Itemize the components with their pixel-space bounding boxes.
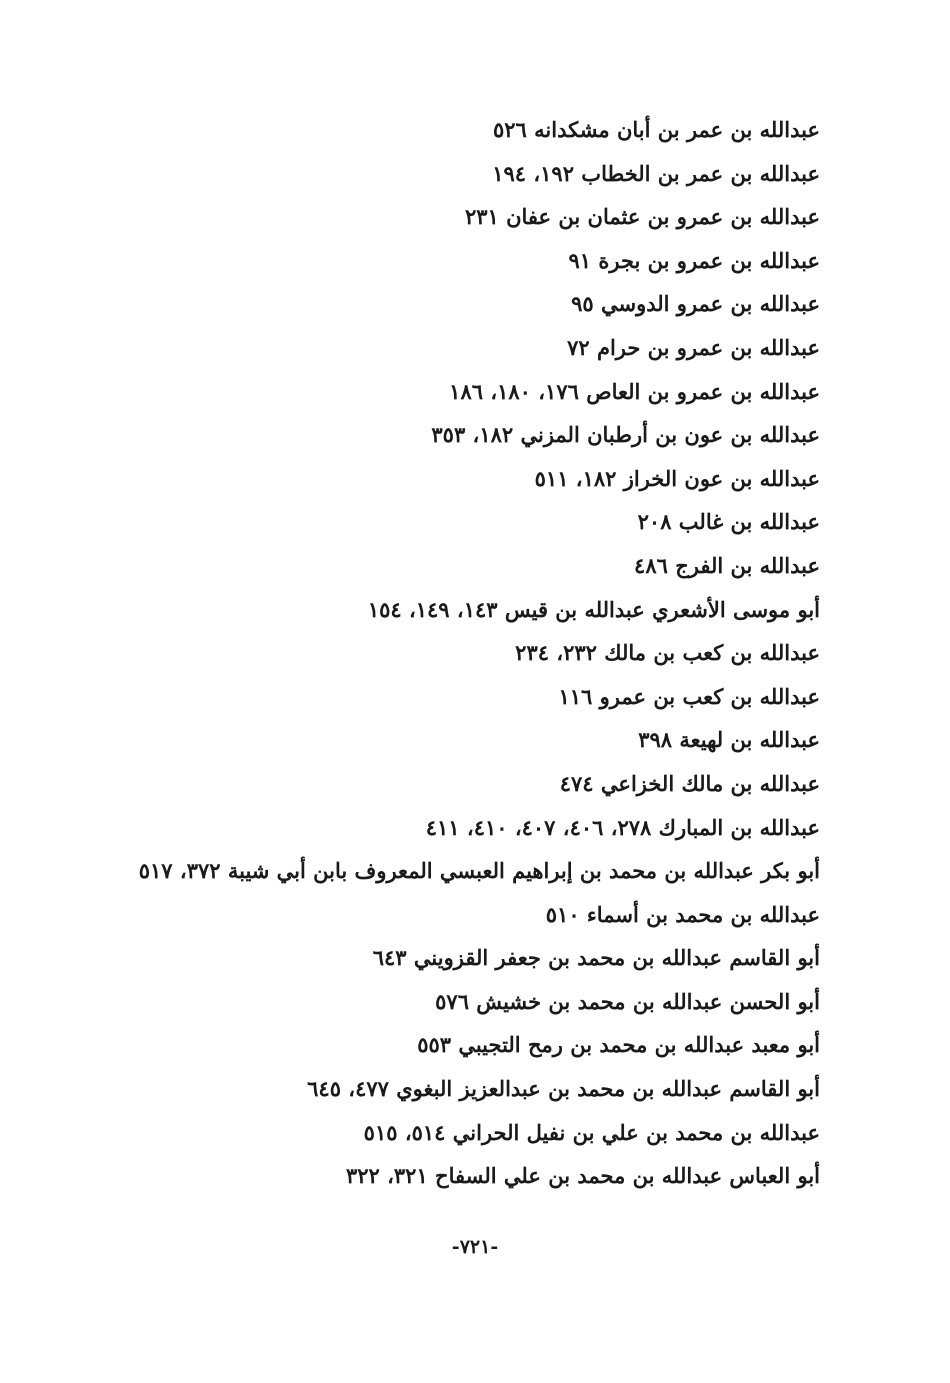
index-entry: أبو العباس عبدالله بن محمد بن علي السفاح ٣٢١، ٣٢٢ [345, 1163, 820, 1189]
index-entry: عبدالله بن محمد بن أسماء ٥١٠ [545, 901, 820, 927]
index-entry: عبدالله بن كعب بن مالك ٢٣٢، ٢٣٤ [515, 640, 820, 666]
index-entry: عبدالله بن عمرو بن بجرة ٩١ [568, 247, 820, 273]
index-entry: عبدالله بن عمر بن الخطاب ١٩٢، ١٩٤ [492, 160, 820, 186]
index-entry: عبدالله بن الفرج ٤٨٦ [634, 552, 820, 578]
name-index-list [120, 108, 820, 1198]
index-entry: أبو القاسم عبدالله بن محمد بن جعفر القزويني ٦٤٣ [372, 945, 820, 971]
index-entry: عبدالله بن غالب ٢٠٨ [637, 509, 820, 535]
index-entry: أبو القاسم عبدالله بن محمد بن عبدالعزيز البغوي ٤٧٧، ٦٤٥ [307, 1076, 820, 1102]
index-entry: أبو بكر عبدالله بن محمد بن إبراهيم العبسي المعروف بابن أبي شيبة ٣٧٢، ٥١٧ [138, 858, 820, 884]
index-entry: أبو موسى الأشعري عبدالله بن قيس ١٤٣، ١٤٩، ١٥٤ [367, 596, 820, 622]
index-entry: عبدالله بن عمرو بن العاص ١٧٦، ١٨٠، ١٨٦ [449, 378, 820, 404]
index-entry: عبدالله بن لهيعة ٣٩٨ [638, 727, 820, 753]
index-entry: أبو الحسن عبدالله بن محمد بن خشيش ٥٧٦ [435, 988, 820, 1014]
index-entry: عبدالله بن مالك الخزاعي ٤٧٤ [559, 770, 820, 796]
index-entry: عبدالله بن عمر بن أبان مشكدانه ٥٢٦ [492, 117, 820, 142]
index-entry: عبدالله بن عون الخراز ١٨٢، ٥١١ [534, 465, 820, 491]
page-number: -٧٢١- [451, 1236, 499, 1258]
index-entry: عبدالله بن عمرو بن حرام ٧٢ [567, 334, 820, 360]
index-entry: عبدالله بن المبارك ٢٧٨، ٤٠٦، ٤٠٧، ٤١٠، ٤١١ [425, 814, 820, 840]
index-entry: عبدالله بن عمرو بن عثمان بن عفان ٢٣١ [464, 204, 820, 230]
index-entry: عبدالله بن محمد بن علي بن نفيل الحراني ٥١٤، ٥١٥ [363, 1119, 820, 1145]
index-entry: أبو معبد عبدالله بن محمد بن رمح التجيبي ٥٥٣ [417, 1032, 820, 1058]
index-entry: عبدالله بن كعب بن عمرو ١١٦ [558, 683, 820, 709]
index-entry: عبدالله بن عون بن أرطبان المزني ١٨٢، ٣٥٣ [431, 422, 820, 448]
index-entry: عبدالله بن عمرو الدوسي ٩٥ [571, 291, 820, 317]
